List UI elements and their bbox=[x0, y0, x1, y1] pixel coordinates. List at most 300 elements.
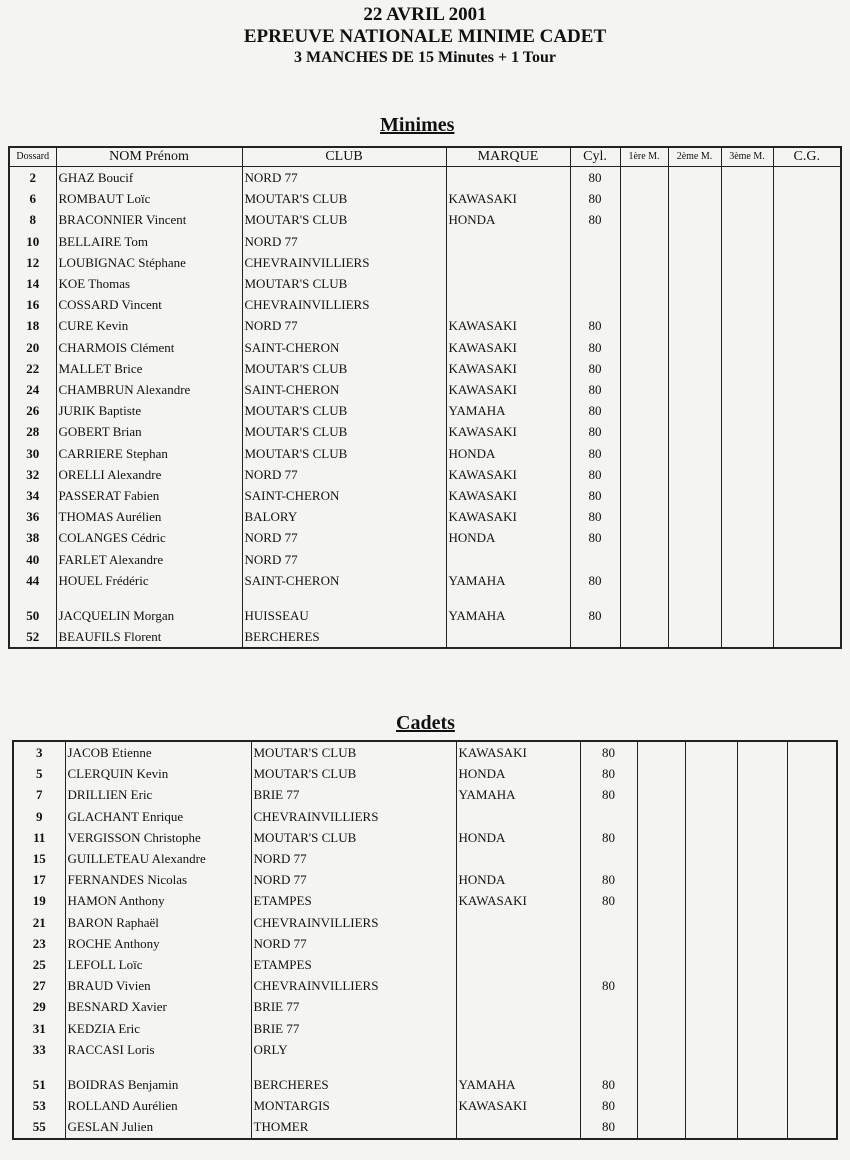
table-row bbox=[13, 954, 837, 975]
name-cell: MALLET Brice bbox=[56, 358, 242, 379]
cg-cell bbox=[773, 400, 841, 421]
cg-cell bbox=[773, 167, 841, 189]
manche-2-cell bbox=[685, 1018, 737, 1039]
cyl-cell: 80 bbox=[570, 421, 620, 442]
club-cell: NORD 77 bbox=[242, 167, 446, 189]
club-cell: BRIE 77 bbox=[251, 784, 456, 805]
dossard-cell: 26 bbox=[9, 400, 56, 421]
cyl-cell: 80 bbox=[570, 337, 620, 358]
marque-cell bbox=[456, 933, 580, 954]
manche-2-cell bbox=[685, 763, 737, 784]
manche-1-cell bbox=[637, 912, 685, 933]
dossard-cell: 30 bbox=[9, 443, 56, 464]
table-row bbox=[9, 273, 841, 294]
name-cell: PASSERAT Fabien bbox=[56, 485, 242, 506]
name-cell: ROMBAUT Loïc bbox=[56, 188, 242, 209]
club-cell: BALORY bbox=[242, 506, 446, 527]
club-cell: MONTARGIS bbox=[251, 1095, 456, 1116]
manche-1-cell bbox=[620, 358, 668, 379]
table-row bbox=[9, 570, 841, 591]
name-cell: RACCASI Loris bbox=[65, 1039, 251, 1060]
manche-3-cell bbox=[737, 996, 787, 1017]
marque-cell bbox=[446, 626, 570, 648]
table-row bbox=[9, 443, 841, 464]
club-cell: BERCHERES bbox=[242, 626, 446, 648]
cyl-cell bbox=[580, 912, 637, 933]
manche-2-cell bbox=[668, 167, 721, 189]
name-cell: GOBERT Brian bbox=[56, 421, 242, 442]
marque-cell bbox=[446, 231, 570, 252]
table-row bbox=[9, 464, 841, 485]
name-cell: ORELLI Alexandre bbox=[56, 464, 242, 485]
marque-cell: HONDA bbox=[456, 869, 580, 890]
col-manche-3: 3ème M. bbox=[721, 147, 773, 167]
manche-3-cell bbox=[737, 933, 787, 954]
manche-1-cell bbox=[637, 1116, 685, 1138]
marque-cell bbox=[456, 848, 580, 869]
club-cell: BRIE 77 bbox=[251, 996, 456, 1017]
manche-2-cell bbox=[685, 784, 737, 805]
manche-3-cell bbox=[737, 1018, 787, 1039]
cg-cell bbox=[787, 741, 837, 763]
marque-cell: KAWASAKI bbox=[456, 1095, 580, 1116]
marque-cell bbox=[456, 1116, 580, 1138]
cyl-cell: 80 bbox=[570, 400, 620, 421]
manche-1-cell bbox=[620, 231, 668, 252]
dossard-cell: 51 bbox=[13, 1074, 65, 1095]
table-row bbox=[9, 421, 841, 442]
name-cell: VERGISSON Christophe bbox=[65, 827, 251, 848]
empty-cell bbox=[456, 1060, 580, 1074]
name-cell: BOIDRAS Benjamin bbox=[65, 1074, 251, 1095]
cyl-cell: 80 bbox=[570, 379, 620, 400]
dossard-cell: 25 bbox=[13, 954, 65, 975]
name-cell: BRACONNIER Vincent bbox=[56, 209, 242, 230]
manche-2-cell bbox=[685, 848, 737, 869]
marque-cell: KAWASAKI bbox=[446, 464, 570, 485]
empty-cell bbox=[65, 1060, 251, 1074]
event-format: 3 MANCHES DE 15 Minutes + 1 Tour bbox=[293, 49, 557, 66]
table-row bbox=[13, 975, 837, 996]
cg-cell bbox=[787, 763, 837, 784]
cyl-cell: 80 bbox=[570, 570, 620, 591]
club-cell: NORD 77 bbox=[242, 527, 446, 548]
marque-cell: KAWASAKI bbox=[446, 358, 570, 379]
club-cell: MOUTAR'S CLUB bbox=[242, 358, 446, 379]
event-title: EPREUVE NATIONALE MINIME CADET bbox=[243, 26, 607, 47]
manche-2-cell bbox=[668, 379, 721, 400]
minimes-header-row bbox=[9, 147, 841, 167]
cg-cell bbox=[787, 806, 837, 827]
dossard-cell: 12 bbox=[9, 252, 56, 273]
empty-cell bbox=[668, 591, 721, 605]
cg-cell bbox=[787, 1039, 837, 1060]
manche-3-cell bbox=[721, 294, 773, 315]
table-row bbox=[13, 1018, 837, 1039]
manche-2-cell bbox=[685, 869, 737, 890]
manche-2-cell bbox=[668, 337, 721, 358]
cyl-cell: 80 bbox=[570, 527, 620, 548]
cg-cell bbox=[773, 379, 841, 400]
table-row bbox=[13, 763, 837, 784]
name-cell: FERNANDES Nicolas bbox=[65, 869, 251, 890]
cadets-body bbox=[13, 741, 837, 1139]
manche-1-cell bbox=[637, 890, 685, 911]
marque-cell: KAWASAKI bbox=[446, 337, 570, 358]
cyl-cell: 80 bbox=[580, 1095, 637, 1116]
marque-cell: YAMAHA bbox=[446, 400, 570, 421]
manche-1-cell bbox=[637, 996, 685, 1017]
marque-cell: KAWASAKI bbox=[446, 506, 570, 527]
marque-cell: HONDA bbox=[456, 763, 580, 784]
manche-2-cell bbox=[685, 1074, 737, 1095]
manche-3-cell bbox=[721, 358, 773, 379]
dossard-cell: 24 bbox=[9, 379, 56, 400]
manche-2-cell bbox=[668, 506, 721, 527]
cg-cell bbox=[773, 443, 841, 464]
manche-2-cell bbox=[668, 209, 721, 230]
dossard-cell: 33 bbox=[13, 1039, 65, 1060]
manche-3-cell bbox=[721, 315, 773, 336]
manche-3-cell bbox=[737, 848, 787, 869]
cg-cell bbox=[787, 1095, 837, 1116]
cyl-cell: 80 bbox=[570, 605, 620, 626]
club-cell: NORD 77 bbox=[251, 848, 456, 869]
club-cell: CHEVRAINVILLIERS bbox=[251, 912, 456, 933]
manche-3-cell bbox=[721, 273, 773, 294]
club-cell: ORLY bbox=[251, 1039, 456, 1060]
manche-2-cell bbox=[685, 975, 737, 996]
dossard-cell: 55 bbox=[13, 1116, 65, 1138]
cg-cell bbox=[787, 1116, 837, 1138]
manche-2-cell bbox=[685, 996, 737, 1017]
table-row bbox=[9, 252, 841, 273]
manche-2-cell bbox=[685, 741, 737, 763]
manche-2-cell bbox=[668, 358, 721, 379]
dossard-cell: 52 bbox=[9, 626, 56, 648]
club-cell: MOUTAR'S CLUB bbox=[251, 763, 456, 784]
col-club: CLUB bbox=[242, 147, 446, 167]
club-cell: NORD 77 bbox=[251, 933, 456, 954]
cyl-cell: 80 bbox=[570, 485, 620, 506]
table-row bbox=[13, 1060, 837, 1074]
col-marque: MARQUE bbox=[446, 147, 570, 167]
cyl-cell bbox=[570, 626, 620, 648]
table-row bbox=[9, 231, 841, 252]
manche-1-cell bbox=[620, 570, 668, 591]
table-row bbox=[9, 315, 841, 336]
cyl-cell: 80 bbox=[570, 188, 620, 209]
dossard-cell: 10 bbox=[9, 231, 56, 252]
club-cell: MOUTAR'S CLUB bbox=[242, 273, 446, 294]
manche-3-cell bbox=[721, 443, 773, 464]
cyl-cell: 80 bbox=[570, 358, 620, 379]
name-cell: BRAUD Vivien bbox=[65, 975, 251, 996]
minimes-table bbox=[8, 146, 842, 649]
cyl-cell: 80 bbox=[580, 869, 637, 890]
table-row bbox=[9, 379, 841, 400]
manche-3-cell bbox=[737, 1039, 787, 1060]
marque-cell bbox=[456, 996, 580, 1017]
table-row bbox=[9, 591, 841, 605]
manche-2-cell bbox=[685, 890, 737, 911]
dossard-cell: 38 bbox=[9, 527, 56, 548]
manche-2-cell bbox=[668, 188, 721, 209]
table-row bbox=[9, 549, 841, 570]
manche-2-cell bbox=[685, 933, 737, 954]
empty-cell bbox=[242, 591, 446, 605]
dossard-cell: 28 bbox=[9, 421, 56, 442]
manche-3-cell bbox=[721, 379, 773, 400]
club-cell: ETAMPES bbox=[251, 954, 456, 975]
club-cell: NORD 77 bbox=[251, 869, 456, 890]
table-row bbox=[13, 806, 837, 827]
club-cell: MOUTAR'S CLUB bbox=[251, 827, 456, 848]
manche-2-cell bbox=[668, 294, 721, 315]
cyl-cell: 80 bbox=[580, 890, 637, 911]
marque-cell bbox=[446, 549, 570, 570]
manche-1-cell bbox=[620, 443, 668, 464]
name-cell: THOMAS Aurélien bbox=[56, 506, 242, 527]
manche-1-cell bbox=[637, 763, 685, 784]
cyl-cell: 80 bbox=[580, 827, 637, 848]
marque-cell: HONDA bbox=[456, 827, 580, 848]
club-cell: SAINT-CHERON bbox=[242, 570, 446, 591]
manche-2-cell bbox=[668, 273, 721, 294]
table-row bbox=[13, 1116, 837, 1138]
name-cell: LEFOLL Loïc bbox=[65, 954, 251, 975]
dossard-cell: 16 bbox=[9, 294, 56, 315]
name-cell: CURE Kevin bbox=[56, 315, 242, 336]
marque-cell: YAMAHA bbox=[456, 784, 580, 805]
cg-cell bbox=[773, 209, 841, 230]
manche-2-cell bbox=[685, 912, 737, 933]
manche-3-cell bbox=[721, 464, 773, 485]
manche-2-cell bbox=[668, 231, 721, 252]
club-cell: MOUTAR'S CLUB bbox=[242, 400, 446, 421]
manche-3-cell bbox=[721, 167, 773, 189]
name-cell: ROCHE Anthony bbox=[65, 933, 251, 954]
marque-cell bbox=[456, 954, 580, 975]
name-cell: JURIK Baptiste bbox=[56, 400, 242, 421]
club-cell: BRIE 77 bbox=[251, 1018, 456, 1039]
cyl-cell bbox=[580, 806, 637, 827]
cg-cell bbox=[787, 1018, 837, 1039]
club-cell: CHEVRAINVILLIERS bbox=[251, 806, 456, 827]
dossard-cell: 2 bbox=[9, 167, 56, 189]
name-cell: DRILLIEN Eric bbox=[65, 784, 251, 805]
cg-cell bbox=[787, 848, 837, 869]
marque-cell bbox=[456, 806, 580, 827]
empty-cell bbox=[580, 1060, 637, 1074]
manche-1-cell bbox=[620, 506, 668, 527]
manche-1-cell bbox=[637, 827, 685, 848]
table-row bbox=[9, 358, 841, 379]
name-cell: BELLAIRE Tom bbox=[56, 231, 242, 252]
marque-cell bbox=[446, 252, 570, 273]
table-row bbox=[9, 626, 841, 648]
cg-cell bbox=[773, 231, 841, 252]
club-cell: NORD 77 bbox=[242, 549, 446, 570]
marque-cell bbox=[456, 1039, 580, 1060]
marque-cell bbox=[456, 1018, 580, 1039]
manche-2-cell bbox=[668, 443, 721, 464]
name-cell: COLANGES Cédric bbox=[56, 527, 242, 548]
manche-3-cell bbox=[737, 1095, 787, 1116]
manche-1-cell bbox=[637, 806, 685, 827]
club-cell: BERCHERES bbox=[251, 1074, 456, 1095]
name-cell: JACOB Etienne bbox=[65, 741, 251, 763]
manche-3-cell bbox=[737, 827, 787, 848]
club-cell: HUISSEAU bbox=[242, 605, 446, 626]
cyl-cell: 80 bbox=[570, 506, 620, 527]
empty-cell bbox=[637, 1060, 685, 1074]
manche-1-cell bbox=[637, 933, 685, 954]
cyl-cell bbox=[570, 252, 620, 273]
dossard-cell: 23 bbox=[13, 933, 65, 954]
manche-1-cell bbox=[620, 549, 668, 570]
dossard-cell: 32 bbox=[9, 464, 56, 485]
name-cell: FARLET Alexandre bbox=[56, 549, 242, 570]
cg-cell bbox=[773, 337, 841, 358]
table-row bbox=[13, 1074, 837, 1095]
dossard-cell: 22 bbox=[9, 358, 56, 379]
marque-cell bbox=[456, 912, 580, 933]
col-cyl: Cyl. bbox=[570, 147, 620, 167]
marque-cell: HONDA bbox=[446, 443, 570, 464]
cg-cell bbox=[773, 464, 841, 485]
table-row bbox=[9, 337, 841, 358]
manche-1-cell bbox=[620, 400, 668, 421]
manche-3-cell bbox=[721, 337, 773, 358]
col-nom: NOM Prénom bbox=[56, 147, 242, 167]
manche-3-cell bbox=[721, 209, 773, 230]
name-cell: CHAMBRUN Alexandre bbox=[56, 379, 242, 400]
table-row bbox=[13, 848, 837, 869]
manche-1-cell bbox=[637, 1018, 685, 1039]
manche-1-cell bbox=[637, 741, 685, 763]
club-cell: ETAMPES bbox=[251, 890, 456, 911]
manche-3-cell bbox=[721, 506, 773, 527]
manche-3-cell bbox=[721, 252, 773, 273]
name-cell: GLACHANT Enrique bbox=[65, 806, 251, 827]
manche-3-cell bbox=[737, 1074, 787, 1095]
cg-cell bbox=[787, 975, 837, 996]
minimes-body bbox=[9, 167, 841, 649]
manche-1-cell bbox=[620, 485, 668, 506]
manche-2-cell bbox=[668, 464, 721, 485]
manche-1-cell bbox=[620, 626, 668, 648]
dossard-cell: 11 bbox=[13, 827, 65, 848]
cg-cell bbox=[773, 549, 841, 570]
name-cell: BESNARD Xavier bbox=[65, 996, 251, 1017]
name-cell: ROLLAND Aurélien bbox=[65, 1095, 251, 1116]
cyl-cell bbox=[570, 294, 620, 315]
club-cell: NORD 77 bbox=[242, 464, 446, 485]
cg-cell bbox=[787, 933, 837, 954]
manche-3-cell bbox=[737, 954, 787, 975]
cg-cell bbox=[773, 421, 841, 442]
manche-2-cell bbox=[685, 806, 737, 827]
marque-cell: KAWASAKI bbox=[456, 741, 580, 763]
club-cell: SAINT-CHERON bbox=[242, 485, 446, 506]
cg-cell bbox=[773, 315, 841, 336]
manche-1-cell bbox=[620, 209, 668, 230]
club-cell: MOUTAR'S CLUB bbox=[242, 443, 446, 464]
manche-3-cell bbox=[737, 890, 787, 911]
manche-3-cell bbox=[737, 806, 787, 827]
marque-cell: KAWASAKI bbox=[456, 890, 580, 911]
name-cell: CLERQUIN Kevin bbox=[65, 763, 251, 784]
table-row bbox=[13, 996, 837, 1017]
marque-cell: HONDA bbox=[446, 209, 570, 230]
club-cell: MOUTAR'S CLUB bbox=[242, 209, 446, 230]
name-cell: KOE Thomas bbox=[56, 273, 242, 294]
empty-cell bbox=[721, 591, 773, 605]
cyl-cell bbox=[580, 933, 637, 954]
dossard-cell: 27 bbox=[13, 975, 65, 996]
name-cell: HOUEL Frédéric bbox=[56, 570, 242, 591]
manche-3-cell bbox=[721, 549, 773, 570]
manche-2-cell bbox=[668, 527, 721, 548]
cg-cell bbox=[773, 605, 841, 626]
dossard-cell: 29 bbox=[13, 996, 65, 1017]
name-cell: HAMON Anthony bbox=[65, 890, 251, 911]
club-cell: SAINT-CHERON bbox=[242, 379, 446, 400]
cg-cell bbox=[787, 912, 837, 933]
club-cell: SAINT-CHERON bbox=[242, 337, 446, 358]
empty-cell bbox=[13, 1060, 65, 1074]
table-row bbox=[13, 890, 837, 911]
cyl-cell: 80 bbox=[580, 1074, 637, 1095]
manche-2-cell bbox=[668, 315, 721, 336]
empty-cell bbox=[787, 1060, 837, 1074]
marque-cell: YAMAHA bbox=[446, 570, 570, 591]
manche-2-cell bbox=[685, 954, 737, 975]
manche-1-cell bbox=[620, 167, 668, 189]
manche-1-cell bbox=[620, 605, 668, 626]
cadets-table bbox=[12, 740, 838, 1140]
marque-cell: KAWASAKI bbox=[446, 421, 570, 442]
manche-1-cell bbox=[620, 273, 668, 294]
manche-1-cell bbox=[637, 848, 685, 869]
table-row bbox=[9, 167, 841, 189]
cg-cell bbox=[773, 358, 841, 379]
dossard-cell: 9 bbox=[13, 806, 65, 827]
cg-cell bbox=[773, 626, 841, 648]
manche-1-cell bbox=[620, 421, 668, 442]
manche-1-cell bbox=[620, 294, 668, 315]
col-cg: C.G. bbox=[773, 147, 841, 167]
manche-1-cell bbox=[637, 1095, 685, 1116]
dossard-cell: 20 bbox=[9, 337, 56, 358]
dossard-cell: 14 bbox=[9, 273, 56, 294]
cg-cell bbox=[787, 996, 837, 1017]
name-cell: COSSARD Vincent bbox=[56, 294, 242, 315]
cyl-cell: 80 bbox=[570, 167, 620, 189]
manche-3-cell bbox=[721, 626, 773, 648]
table-row bbox=[13, 1039, 837, 1060]
event-date: 22 AVRIL 2001 bbox=[363, 4, 487, 25]
name-cell: CARRIERE Stephan bbox=[56, 443, 242, 464]
dossard-cell: 31 bbox=[13, 1018, 65, 1039]
manche-1-cell bbox=[637, 1039, 685, 1060]
club-cell: NORD 77 bbox=[242, 231, 446, 252]
club-cell: CHEVRAINVILLIERS bbox=[242, 252, 446, 273]
cg-cell bbox=[773, 294, 841, 315]
dossard-cell: 36 bbox=[9, 506, 56, 527]
empty-cell bbox=[737, 1060, 787, 1074]
